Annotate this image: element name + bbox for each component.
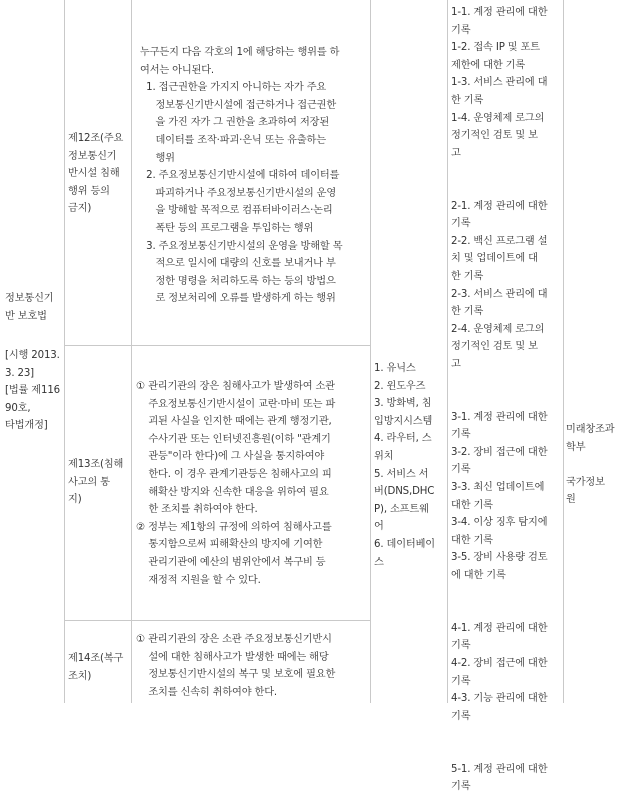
article-12-title: 제12조(주요 정보통신기 반시설 침해 행위 등의 금지) (68, 133, 124, 215)
article-14-body: ① 관리기관의 장은 소관 주요정보통신기반시 설에 대한 침해사고가 발생한 때에는 해당 정보통신기반시설의 복구 및 보호에 필요한 조치를 신속히 취하여야 한다. (136, 634, 336, 698)
article-14-title: 제14조(복구 조치) (68, 653, 124, 682)
column-divider (131, 0, 132, 703)
article-12-body: 누구든지 다음 각호의 1에 해당하는 행위를 하 여서는 아니된다. 1. 접근권한을 가지지 아니하는 자가 주요 정보통신기반시설에 접근하거나 접근권한 을 가진 자가 그 권한을 초과하여 저장된 데이터를 조작·파괴·은닉 또는 유출하는 행위 2. 주요정보통신기반시설에 대하여 데이터를 파괴하거나 주요정보통신기반시설의 운영 을 방해할 목적으로 컴퓨터바이러스·논리 폭탄 등의 프로그램을 투입하는 행위 3. 주요정보통신기반시설의 운영을 방해할 목 적으로 일시에 대량의 신호를 보내거나 부 정한 명령을 처리하도록 하는 등의 방법으 로 정보처리에 오류를 발생하게 하는 행위 (140, 47, 343, 305)
ministries: 미래창조과 학부 국가정보 원 (566, 424, 615, 506)
target-systems: 1. 유닉스 2. 윈도우즈 3. 방화벽, 침 입방지시스템 4. 라우터, 스 위치 5. 서비스 서 버(DNS,DHC P), 소프트웨 어 6. 데이터베이 스 (374, 363, 435, 568)
column-divider (64, 0, 65, 703)
column-divider (370, 0, 371, 703)
enforcement-info: [시행 2013. 3. 23] [법률 제116 90호, 타법개정] (5, 350, 60, 432)
check-items: 1-1. 계정 관리에 대한 기록 1-2. 접속 IP 및 포트 제한에 대한 기록 1-3. 서비스 관리에 대 한 기록 1-4. 운영체제 로그의 정기적인 검토 및 보 고 2-1. 계정 관리에 대한 기록 2-2. 백신 프로그램 설 치 및 업데이트에 대 한 기록 2-3. 서비스 관리에 대 한 기록 2-4. 운영체제 로그의 정기적인 검토 및 보 고 3-1. 계정 관리에 대한 기록 3-2. 장비 접근에 대한 기록 3-3. 최신 업데이트에 대한 기록 3-4. 이상 징후 탐지에 대한 기록 3-5. 장비 사용량 검토 에 대한 기록 4-1. 계정 관리에 대한 기록 4-2. 장비 접근에 대한 기록 4-3. 기능 관리에 대한 기록 5-1. 계정 관리에 대한 기록 (451, 7, 548, 793)
row-divider (65, 345, 370, 346)
column-divider (447, 0, 448, 703)
article-13-title: 제13조(침해 사고의 통 지) (68, 459, 124, 506)
row-divider (65, 620, 370, 621)
law-name: 정보통신기 반 보호법 (5, 293, 54, 322)
column-divider (563, 0, 564, 703)
article-13-body: ① 관리기관의 장은 침해사고가 발생하여 소관 주요정보통신기반시설이 교란·마비 또는 파 괴된 사실을 인지한 때에는 관계 행정기관, 수사기관 또는 인터넷진흥원(이하 "관계기 관등"이라 한다)에 그 사실을 통지하여야 한다. 이 경우 관계기관등은 침해사고의 피 해확산 방지와 신속한 대응을 위하여 필요 한 조치를 취하여야 한다. ② 정부는 제1항의 규정에 의하여 침해사고를 통지함으로써 피해확산의 방지에 기여한 관리기관에 예산의 범위안에서 복구비 등 재정적 지원을 할 수 있다. (136, 381, 336, 586)
